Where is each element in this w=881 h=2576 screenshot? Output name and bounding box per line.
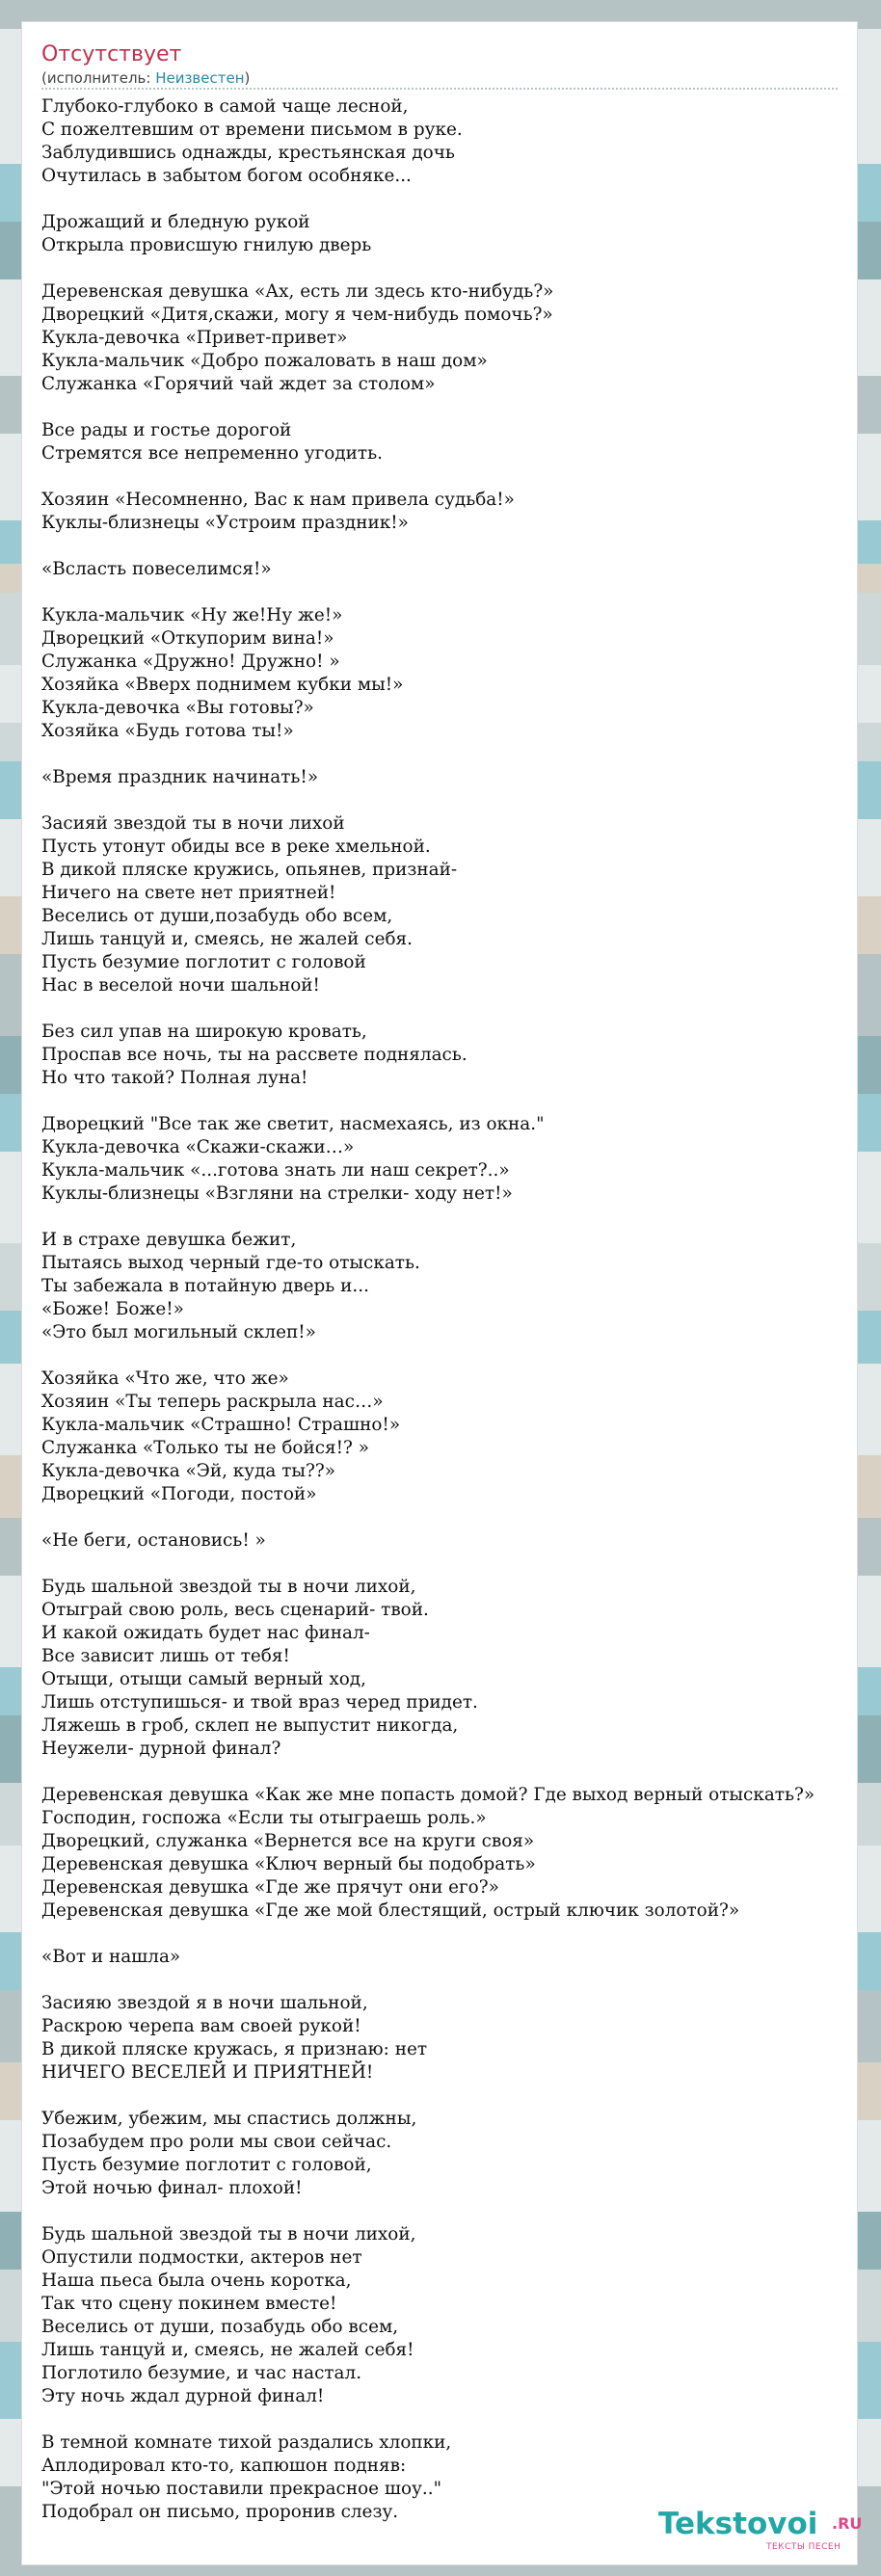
lyrics-line: Деревенская девушка «Ах, есть ли здесь кто-нибудь?» [41,281,554,302]
lyrics-line: Все рады и гостье дорогой [41,420,292,440]
lyrics-stanza [41,280,859,396]
lyrics-stanza [41,1992,859,2085]
lyrics-line: НИЧЕГО ВЕСЕЛЕЙ И ПРИЯТНЕЙ! [41,2062,374,2083]
lyrics-line: Без сил упав на широкую кровать, [41,1022,367,1042]
lyrics-line: Но что такой? Полная луна! [41,1068,308,1088]
lyrics-line: Нас в веселой ночи шальной! [41,975,320,996]
lyrics-line: «Не беги, остановись! » [41,1530,266,1551]
performer-suffix: ) [244,69,251,87]
lyrics-stanza [41,558,859,581]
lyrics-line: Куклы-близнецы «Устроим праздник!» [41,513,409,533]
lyrics-line: Пусть утонут обиды все в реке хмельной. [41,837,431,857]
lyrics-line: В дикой пляске кружись, опьянев, признай- [41,860,458,880]
lyrics-line: «Всласть повеселимся!» [41,559,272,579]
lyrics-line: Будь шальной звездой ты в ночи лихой, [41,1577,416,1597]
lyrics-line: Пусть безумие поглотит с головой [41,952,366,972]
lyrics-line: Пытаясь выход черный где-то отыскать. [41,1253,420,1273]
lyrics-line: Служанка «Дружно! Дружно! » [41,651,340,672]
lyrics-line: Кукла-девочка «Привет-привет» [41,328,348,348]
lyrics-line: Дворецкий "Все так же светит, насмехаясь, из окна." [41,1114,545,1134]
lyrics-stanza [41,766,859,789]
lyrics-line: «Время праздник начинать!» [41,767,319,787]
lyrics-line: Аплодировал кто-то, капюшон подняв: [41,2456,407,2476]
logo-tagline: ТЕКСТЫ ПЕСЕН [766,2542,841,2552]
header-divider [41,88,838,90]
lyrics-line: Глубоко-глубоко в самой чаще лесной, [41,96,409,117]
lyrics-line: Лишь танцуй и, смеясь, не жалей себя. [41,929,413,949]
lyrics-line: В дикой пляске кружась, я признаю: нет [41,2039,428,2059]
lyrics-line: Дворецкий «Погоди, постой» [41,1484,317,1504]
lyrics-line: Этой ночью финал- плохой! [41,2178,303,2198]
lyrics-line: Дворецкий «Откупорим вина!» [41,628,334,649]
lyrics-line: Кукла-мальчик «Ну же!Ну же!» [41,605,343,625]
lyrics-line: Дрожащий и бледную рукой [41,212,310,232]
lyrics-stanza [41,1229,859,1344]
lyrics-line: Куклы-близнецы «Взгляни на стрелки- ходу нет!» [41,1183,513,1204]
lyrics-line: Кукла-девочка «Скажи-скажи…» [41,1137,355,1157]
lyrics-line: Хозяйка «Будь готова ты!» [41,721,294,741]
lyrics-line: Веселись от души, позабудь обо всем, [41,2317,399,2337]
lyrics-stanza [41,2223,859,2408]
lyrics-line: С пожелтевшим от времени письмом в руке. [41,120,463,140]
lyrics-line: Дворецкий «Дитя,скажи, могу я чем-нибудь помочь?» [41,305,553,325]
lyrics-line: Стремятся все непременно угодить. [41,443,383,464]
lyrics-line: Отыщи, отыщи самый верный ход, [41,1669,366,1689]
lyrics-stanza [41,211,859,257]
lyrics-line: Опустили подмостки, актеров нет [41,2247,362,2268]
lyrics-line: Ляжешь в гроб, склеп не выпустит никогда, [41,1715,459,1736]
lyrics-line: «Это был могильный склеп!» [41,1322,316,1342]
lyrics-line: «Вот и нашла» [41,1947,181,1967]
lyrics-line: Лишь танцуй и, смеясь, не жалей себя! [41,2340,414,2360]
lyrics-line: Хозяйка «Вверх поднимем кубки мы!» [41,675,404,695]
lyrics-stanza [41,812,859,997]
lyrics-line: Пусть безумие поглотит с головой, [41,2155,372,2175]
lyrics-line: Лишь отступишься- и твой враз черед придет. [41,1692,478,1713]
lyrics-line: Открыла провисшую гнилую дверь [41,235,372,255]
logo-wordmark: Tekstovoi [658,2507,818,2541]
lyrics-stanza [41,1021,859,1090]
lyrics-text [41,95,859,2547]
lyrics-stanza [41,419,859,465]
lyrics-line: Кукла-девочка «Вы готовы?» [41,698,314,718]
lyrics-line: Будь шальной звездой ты в ночи лихой, [41,2224,416,2244]
lyrics-line: "Этой ночью поставили прекрасное шоу.." [41,2479,442,2499]
lyrics-stanza [41,1784,859,1923]
lyrics-line: Дворецкий, служанка «Вернется все на круги своя» [41,1831,535,1851]
lyrics-line: Служанка «Горячий чай ждет за столом» [41,374,436,394]
lyrics-line: Засияй звездой ты в ночи лихой [41,813,345,834]
lyrics-line: Господин, госпожа «Если ты отыграешь роль.» [41,1808,487,1828]
lyrics-line: Подобрал он письмо, проронив слезу. [41,2502,399,2522]
performer-prefix: (исполнитель: [41,69,156,87]
lyrics-line: Кукла-мальчик «Страшно! Страшно!» [41,1415,401,1435]
lyrics-stanza [41,489,859,535]
site-logo[interactable] [658,2505,863,2555]
lyrics-line: Так что сцену покинем вместе! [41,2294,337,2314]
lyrics-line: Все зависит лишь от тебя! [41,1646,290,1666]
lyrics-line: Деревенская девушка «Ключ верный бы подобрать» [41,1854,536,1874]
lyrics-line: Служанка «Только ты не бойся!? » [41,1438,370,1458]
lyrics-stanza [41,604,859,743]
lyrics-stanza [41,1368,859,1506]
lyrics-line: Неужели- дурной финал? [41,1739,281,1759]
lyrics-line: Проспав все ночь, ты на рассвете поднялась. [41,1045,467,1065]
lyrics-line: В темной комнате тихой раздались хлопки, [41,2432,452,2453]
lyrics-line: И какой ожидать будет нас финал- [41,1623,370,1643]
lyrics-line: Заблудившись однажды, крестьянская дочь [41,143,455,163]
lyrics-stanza [41,95,859,188]
performer-line [41,68,841,88]
lyrics-line: Деревенская девушка «Как же мне попасть домой? Где выход верный отыскать?» [41,1785,815,1805]
lyrics-line: Хозяйка «Что же, что же» [41,1368,289,1389]
lyrics-line: И в страхе девушка бежит, [41,1230,297,1250]
lyrics-line: Кукла-девочка «Эй, куда ты??» [41,1461,336,1481]
lyrics-line: Наша пьеса была очень коротка, [41,2271,352,2291]
lyrics-line: Кукла-мальчик «Добро пожаловать в наш дом» [41,351,488,371]
lyrics-line: Деревенская девушка «Где же прячут они его?» [41,1877,499,1898]
performer-link[interactable]: Неизвестен [155,69,245,87]
lyrics-line: Веселись от души,позабудь обо всем, [41,906,393,926]
lyrics-line: Поглотило безумие, и час настал. [41,2363,362,2383]
lyrics-line: Эту ночь ждал дурной финал! [41,2386,325,2406]
lyrics-line: Засияю звездой я в ночи шальной, [41,1993,368,2013]
lyrics-line: Хозяин «Ты теперь раскрыла нас…» [41,1392,384,1412]
lyrics-line: Ничего на свете нет приятней! [41,883,336,903]
lyrics-card [21,21,863,2565]
logo-domain: .RU [832,2514,863,2533]
lyrics-line: Хозяин «Несомненно, Вас к нам привела судьба!» [41,490,515,510]
lyrics-line: «Боже! Боже!» [41,1299,184,1319]
lyrics-line: Очутилась в забытом богом особняке... [41,166,412,186]
lyrics-line: Раскрою черепа вам своей рукой! [41,2016,361,2036]
lyrics-line: Позабудем про роли мы свои сейчас. [41,2132,392,2152]
lyrics-line: Отыграй свою роль, весь сценарий- твой. [41,1600,429,1620]
lyrics-line: Убежим, убежим, мы спастись должны, [41,2109,417,2129]
lyrics-line: Деревенская девушка «Где же мой блестящий, острый ключик золотой?» [41,1900,740,1921]
lyrics-stanza [41,1576,859,1761]
song-header [41,41,841,88]
lyrics-stanza [41,1946,859,1969]
song-title: Отсутствует [41,42,182,66]
lyrics-line: Кукла-мальчик «...готова знать ли наш секрет?..» [41,1160,510,1181]
lyrics-line: Ты забежала в потайную дверь и... [41,1276,369,1296]
lyrics-stanza [41,2108,859,2200]
lyrics-stanza [41,1529,859,1553]
lyrics-stanza [41,1113,859,1206]
